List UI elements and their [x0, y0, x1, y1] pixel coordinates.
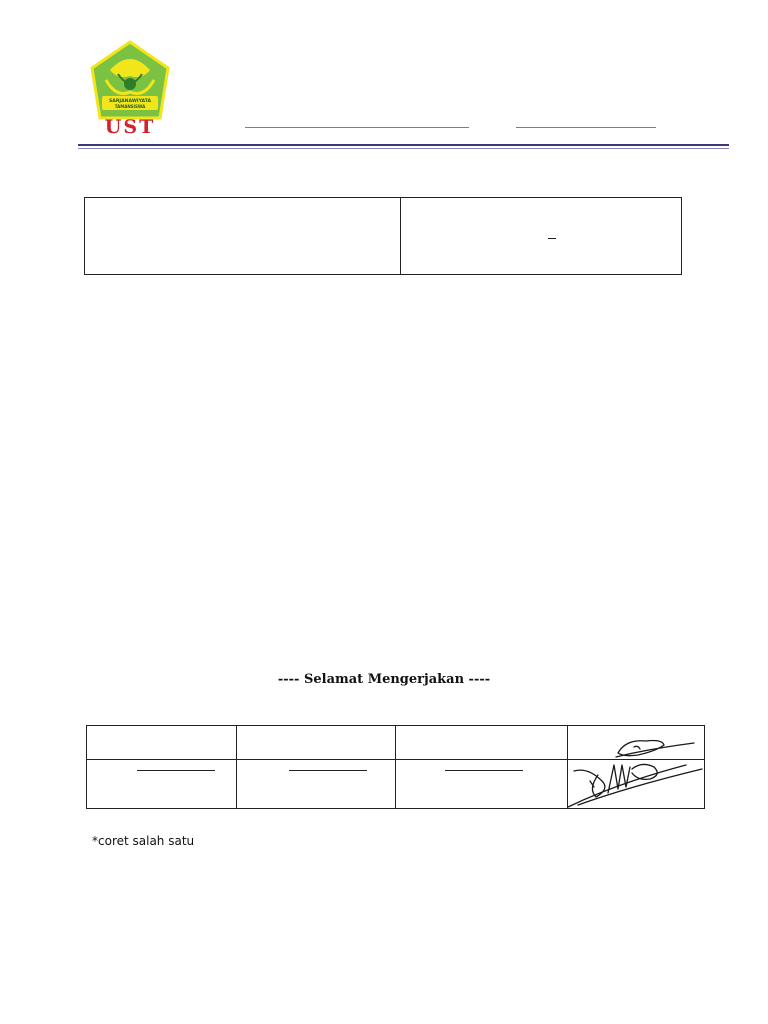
header-rule	[78, 144, 729, 146]
university-logo	[88, 40, 172, 136]
signature-blank-line	[445, 770, 523, 771]
signature-table-column-divider	[236, 725, 237, 809]
signature-blank-line	[289, 770, 367, 771]
svg-text:SARJANAWIYATA: SARJANAWIYATA	[108, 99, 152, 104]
signature-table-column-divider	[395, 725, 396, 809]
info-table-dash	[548, 238, 556, 239]
ust-emblem-icon	[88, 40, 172, 136]
svg-text:TAMANSISWA: TAMANSISWA	[114, 104, 146, 109]
header-link-underline[interactable]	[516, 127, 656, 128]
header-link-underline[interactable]	[245, 127, 469, 128]
signature-icon	[568, 727, 704, 808]
info-table	[84, 197, 682, 275]
footnote: *coret salah satu	[92, 834, 195, 848]
signature-blank-line	[137, 770, 215, 771]
info-table-divider	[400, 197, 401, 275]
svg-text:UST: UST	[104, 116, 156, 136]
closing-message: ---- Selamat Mengerjakan ----	[277, 672, 491, 687]
handwritten-signature	[568, 727, 704, 808]
header-rule-thin	[78, 148, 729, 149]
